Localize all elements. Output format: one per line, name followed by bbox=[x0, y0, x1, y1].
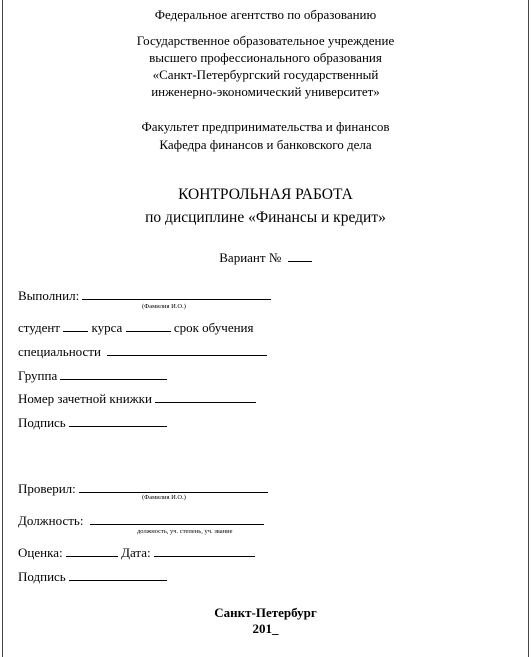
grade-label: Оценка: bbox=[18, 545, 63, 560]
student-name-hint: (Фамилия И.О.) bbox=[142, 303, 186, 310]
variant-line bbox=[0, 248, 531, 267]
position-hint: должность, уч. степень, уч. звание bbox=[137, 528, 233, 535]
institution-line-3: «Санкт-Петербургский государственный bbox=[152, 67, 379, 82]
student-signature-label: Подпись bbox=[18, 415, 66, 430]
term-label: срок обучения bbox=[173, 320, 254, 335]
grade-date-row bbox=[18, 543, 255, 562]
specialty-field[interactable] bbox=[107, 343, 267, 356]
institution-line-1: Государственное образовательное учреждение bbox=[136, 33, 395, 48]
student-course-row bbox=[18, 318, 254, 337]
reviewer-signature-row bbox=[18, 567, 167, 586]
date-field[interactable] bbox=[154, 544, 255, 557]
group-field[interactable] bbox=[60, 367, 167, 380]
institution-line-4: инженерно-экономический университет» bbox=[151, 84, 380, 99]
student-name-field[interactable] bbox=[82, 287, 271, 300]
course-label: курса bbox=[91, 320, 123, 335]
variant-field[interactable] bbox=[288, 249, 312, 262]
specialty-label: специальности bbox=[18, 344, 101, 359]
reviewer-signature-label: Подпись bbox=[18, 569, 66, 584]
footer-city: Санкт-Петербург bbox=[214, 605, 317, 620]
record-book-field[interactable] bbox=[155, 390, 256, 403]
student-signature-field[interactable] bbox=[69, 414, 167, 427]
course-field[interactable] bbox=[63, 319, 88, 332]
student-label: студент bbox=[18, 320, 60, 335]
document-title: КОНТРОЛЬНАЯ РАБОТА bbox=[178, 186, 353, 203]
record-book-row bbox=[18, 389, 256, 408]
reviewer-name-hint: (Фамилия И.О.) bbox=[142, 494, 186, 501]
footer-year: 201_ bbox=[252, 621, 279, 636]
group-label: Группа bbox=[18, 368, 58, 383]
agency-line: Федеральное агентство по образованию bbox=[154, 7, 377, 22]
reviewer-name-field[interactable] bbox=[79, 480, 268, 493]
date-label: Дата: bbox=[121, 545, 151, 560]
record-book-label: Номер зачетной книжки bbox=[18, 391, 152, 406]
position-field[interactable] bbox=[90, 512, 264, 525]
institution-line-2: высшего профессионального образования bbox=[149, 50, 382, 65]
department-line: Кафедра финансов и банковского дела bbox=[159, 137, 372, 152]
specialty-row bbox=[18, 342, 267, 361]
checked-label: Проверил: bbox=[18, 481, 76, 496]
reviewer-signature-field[interactable] bbox=[69, 568, 167, 581]
term-field[interactable] bbox=[126, 319, 171, 332]
subject-line: по дисциплине «Финансы и кредит» bbox=[145, 209, 386, 226]
group-row bbox=[18, 366, 167, 385]
grade-field[interactable] bbox=[66, 544, 118, 557]
variant-label: Вариант № bbox=[219, 250, 282, 265]
performed-label: Выполнил: bbox=[18, 288, 80, 303]
position-label: Должность: bbox=[18, 513, 84, 528]
student-signature-row bbox=[18, 413, 167, 432]
faculty-line: Факультет предпринимательства и финансов bbox=[141, 119, 390, 134]
